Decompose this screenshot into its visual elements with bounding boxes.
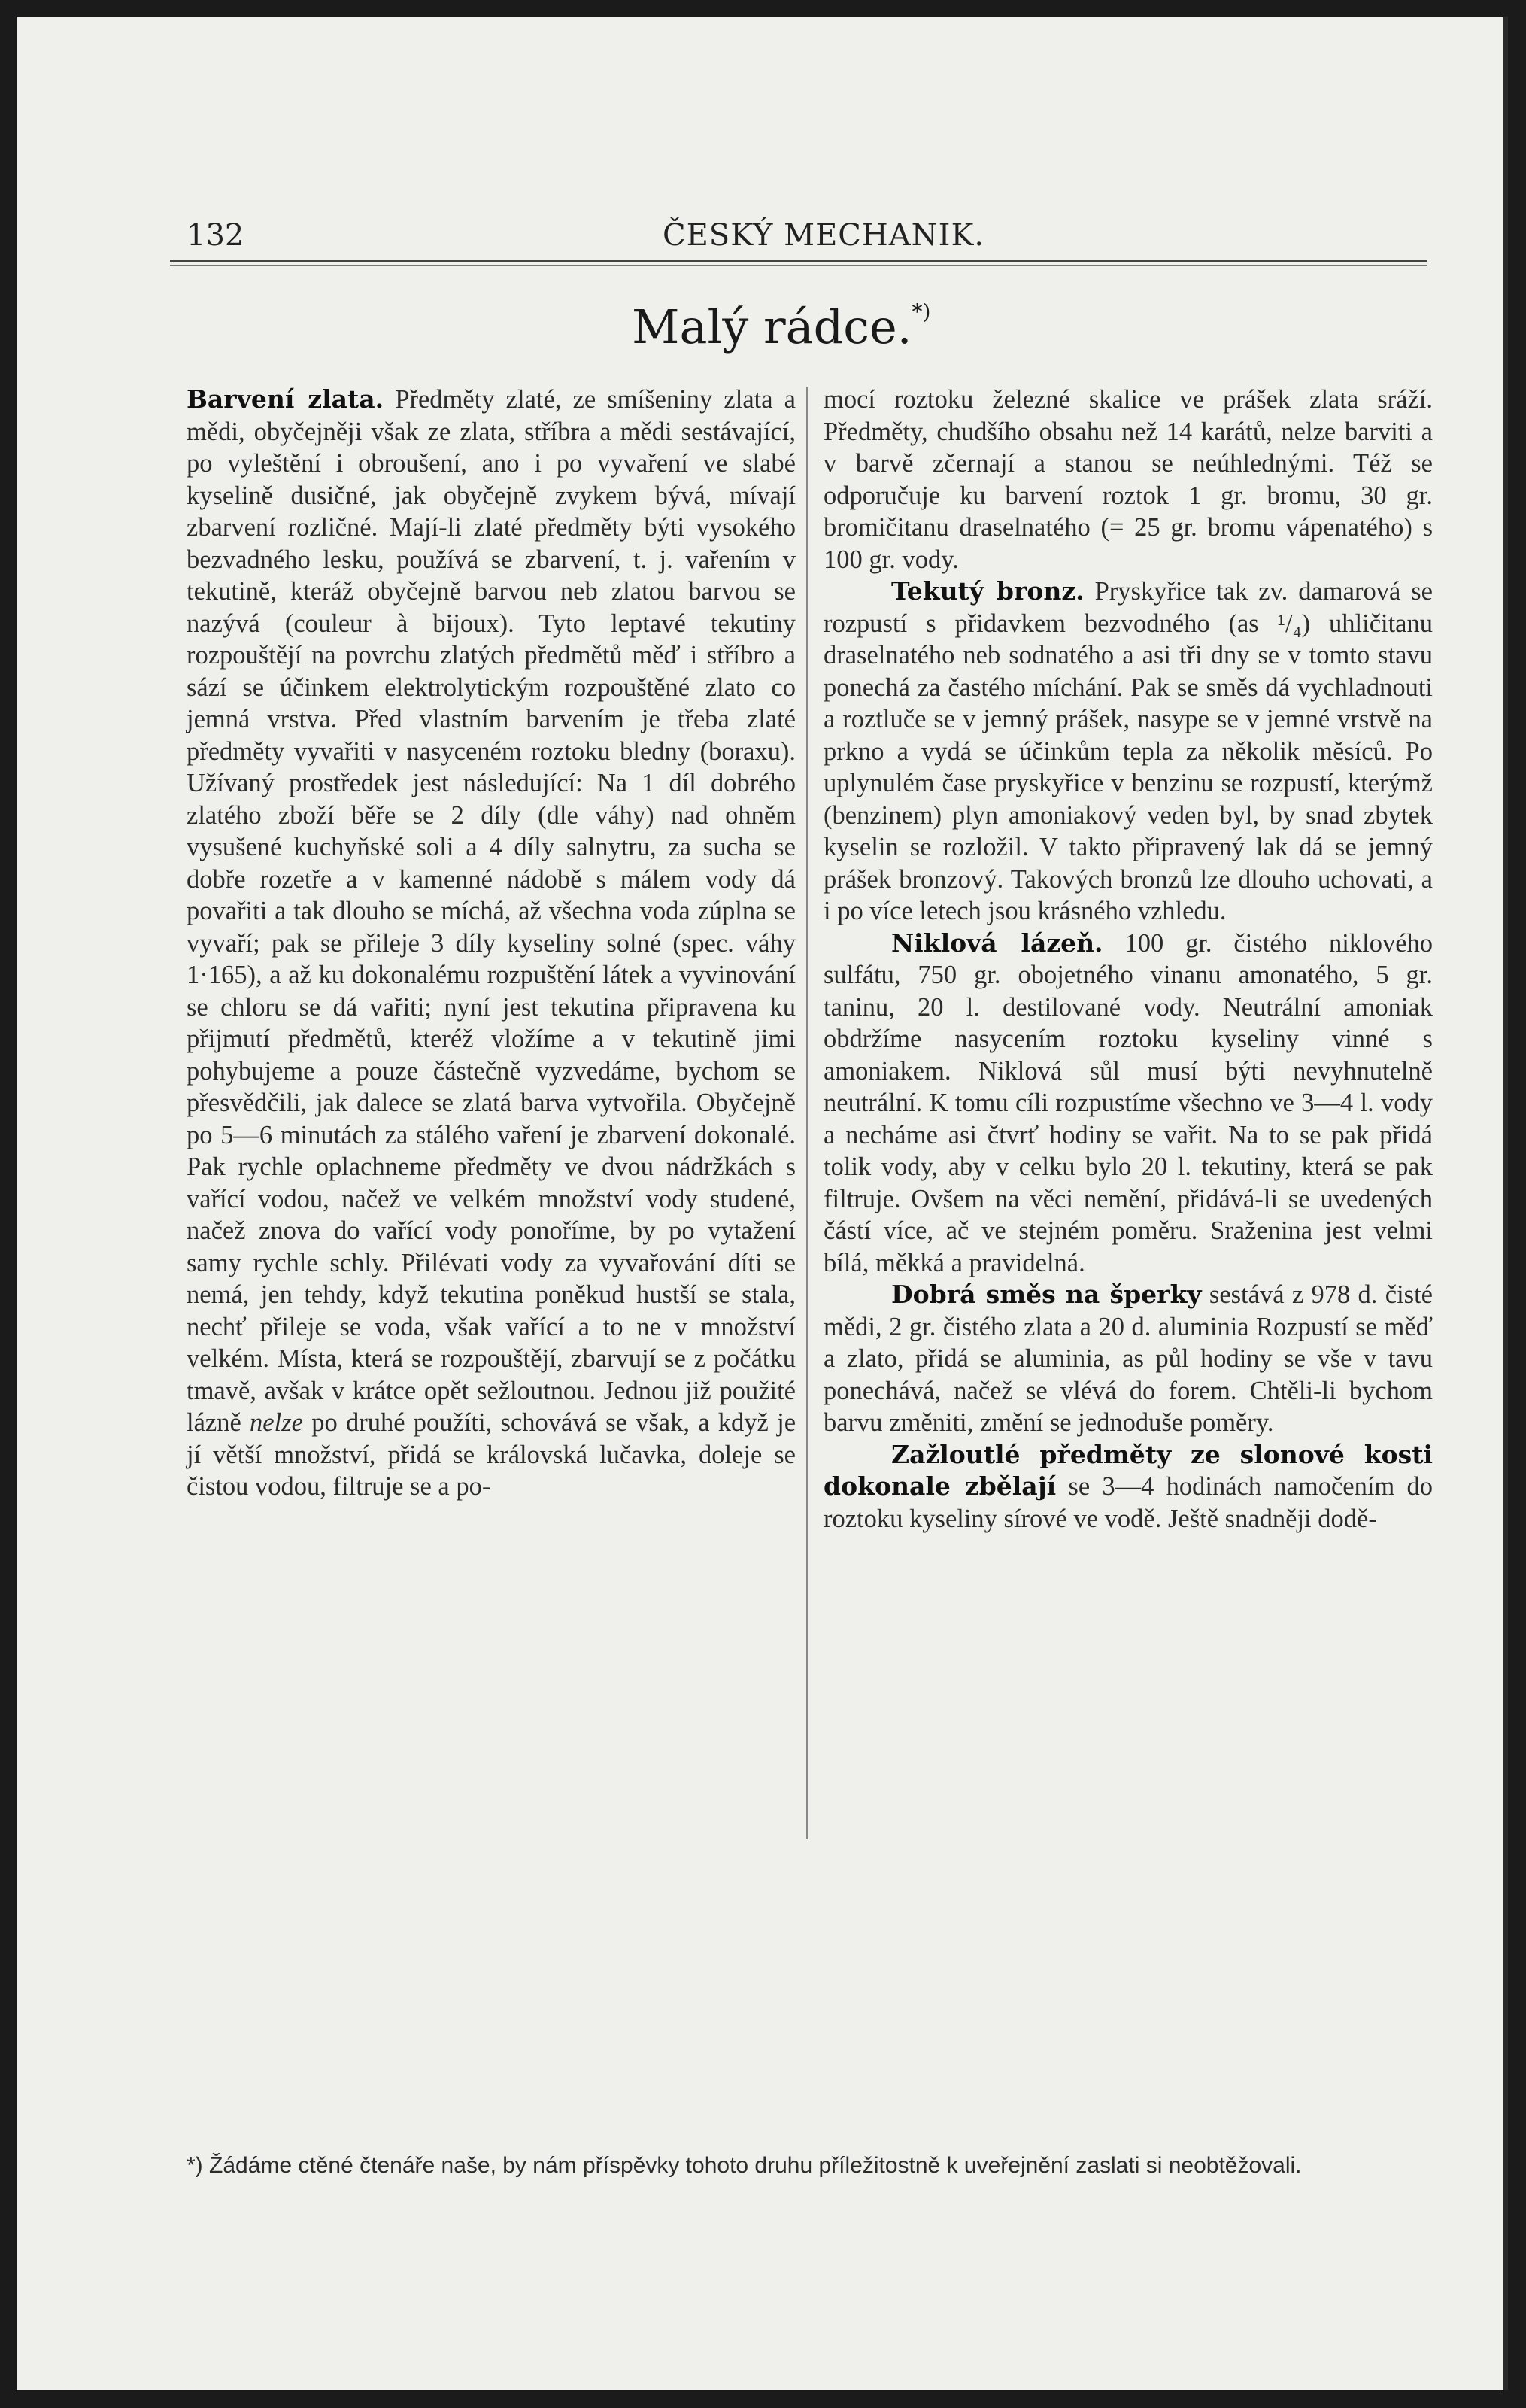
header-rule <box>170 260 1427 262</box>
footnote-text: Žádáme ctěné čtenáře naše, by nám příspěvky tohoto druhu příležitostně k uveřejnění zaslati si neobtěžovali. <box>209 2153 1302 2178</box>
footnote-mark: *) <box>187 2153 203 2178</box>
article-title <box>632 299 930 354</box>
section-heading: Zažloutlé předměty ze slonové kosti dokonale zbělají <box>824 1439 1433 1501</box>
page-header <box>170 218 1427 256</box>
paragraph-text: Předměty zlaté, ze smíšeniny zlata a mědi, obyčejněji však ze zlata, stříbra a mědi sestávající, po vyleštění i obroušení, ano i po vyvaření ve slabé kyselině dusičné, jak obyčejně zvykem bývá, mívají zbarvení rozličné. Mají-li zlaté předměty býti vysokého bezvadného lesku, používá se zbarvení, t. j. vařením v tekutině, kteráž obyčejně barvou neb zlatou barvou se nazývá (couleur à bijoux). Tyto leptavé tekutiny rozpouštějí na povrchu zlatých předmětů měď i stříbro a sází se účinkem elektrolytickým rozpouštěné zlato co jemná vrstva. Před vlastním barvením je třeba zlaté předměty vyvařiti v nasyceném roztoku bledny (boraxu). Užívaný prostředek jest následující: Na 1 díl dobrého zlatého zboží běře se 2 díly (dle váhy) nad ohněm vysušené kuchyňské soli a 4 díly salnytru, za sucha se dobře rozetře a v kamenné nádobě s málem vody dá povařiti a tak dlouho se míchá, až všechna voda zúplna se vyvaří; pak se přileje 3 díly kyseliny solné (spec. váhy 1·165), a až ku dokonalému rozpuštění látek a vyvinování se chloru se dá vařiti; nyní jest tekutina připravena ku přijmutí předmětů, kteréž vložíme a v tekutině jimi pohybujeme a pouze částečně vyzvedáme, bychom se přesvědčili, jak dalece se zlatá barva vytvořila. Obyčejně po 5—6 minutách za stálého vaření je zbarvení dokonalé. Pak rychle oplachneme předměty ve dvou nádržkách s vařící vodou, načež ve velkém množství vody studené, načež znova do vařící vody ponoříme, by po vytažení samy rychle schly. Přilévati vody za vyvařování díti se nemá, jen tehdy, když tekutina poněkud hustší se stala, nechť přileje se voda, však vařící a to ne v množství velkém. Místa, která se rozpouštějí, zbarvují se z počátku tmavě, avšak v krátce opět sežloutnou. Jednou již použité lázně <box>187 385 796 1437</box>
paragraph-text: 100 gr. čistého niklového sulfátu, 750 gr. obojetného vinanu amonatého, 5 gr. taninu, 20 l. destilované vody. Neutrální amoniak obdržíme nasycením roztoku kyseliny vinné s amoniakem. Niklová sůl musí býti nevyhnutelně neutrální. K tomu cíli rozpustíme všechno ve 3—4 l. vody a necháme asi čtvrť hodiny se vařit. Na to se pak přidá tolik vody, aby v celku bylo 20 l. tekutiny, která se pak filtruje. Ovšem na věci nemění, přidává-li se uvedených částí více, ač ve stejném poměru. Sraženina jest velmi bílá, měkká a pravidelná. <box>824 928 1433 1277</box>
column-divider <box>806 387 808 1839</box>
section-heading: Barvení zlata. <box>187 384 384 414</box>
paragraph-barveni-zlata <box>187 384 796 1503</box>
paragraph-text: po druhé použíti, schovává se však, a když je jí větší množství, přidá se královská lučavka, doleje se čistou vodou, filtruje se a po- <box>187 1408 796 1501</box>
section-heading: Niklová lázeň. <box>891 928 1103 958</box>
footnote <box>187 2151 1427 2180</box>
emphasis-text: nelze <box>250 1408 303 1437</box>
page-number: 132 <box>187 218 244 253</box>
title-note-mark: *) <box>912 299 931 324</box>
paragraph-tekuty-bronz <box>824 575 1433 928</box>
paragraph-niklova-lazen <box>824 928 1433 1280</box>
section-heading: Tekutý bronz. <box>891 576 1085 606</box>
paragraph-continuation: mocí roztoku železné skalice ve prášek zlata sráží. Předměty, chudšího obsahu než 14 karátů, nelze barviti a v barvě zčernají a stanou se neúhlednými. Též se odporučuje ku barvení roztok 1 gr. bromu, 30 gr. bromičitanu draselnatého (= 25 gr. bromu vápenatého) s 100 gr. vody. <box>824 385 1433 574</box>
header-rule-thin <box>170 265 1427 266</box>
paragraph-text: se 3—4 hodinách namočením do roztoku kyseliny sírové ve vodě. Ještě snadněji dodě- <box>824 1472 1433 1533</box>
right-column <box>824 384 1433 1535</box>
left-column <box>187 384 796 1503</box>
paragraph-text: sestává z 978 d. čisté mědi, 2 gr. čistého zlata a 20 d. aluminia Rozpustí se měď a zlato, přidá se aluminia, as půl hodiny se vše v tavu ponechává, načež se vlévá do forem. Chtěli-li bychom barvu změniti, změní se jednoduše poměry. <box>824 1280 1433 1437</box>
paragraph-dobra-smes <box>824 1279 1433 1439</box>
paragraph-text: Pryskyřice tak zv. damarová se rozpustí s přidavkem bezvodného (as ¹/₄) uhličitanu draselnatého neb sodnatého a asi tři dny se v tomto stavu ponechá za častého míchání. Pak se směs dá vychladnouti a roztluče se v jemný prášek, nasype se v jemné vrstvě na prkno a vydá se účinkům tepla za několik měsíců. Po uplynulém čase pryskyřice v benzinu se rozpustí, kterýmž (benzinem) plyn amoniakový veden byl, by snad zbytek kyselin se rozložil. V takto připravený lak dá se jemný prášek bronzový. Takových bronzů lze dlouho uchovati, a i po více letech jsou krásného vzhledu. <box>824 577 1433 925</box>
section-heading: Dobrá směs na šperky <box>891 1280 1202 1309</box>
title-text: Malý rádce. <box>632 299 912 354</box>
running-title: ČESKÝ MECHANIK. <box>663 218 985 253</box>
paragraph-slonova-kost <box>824 1439 1433 1535</box>
